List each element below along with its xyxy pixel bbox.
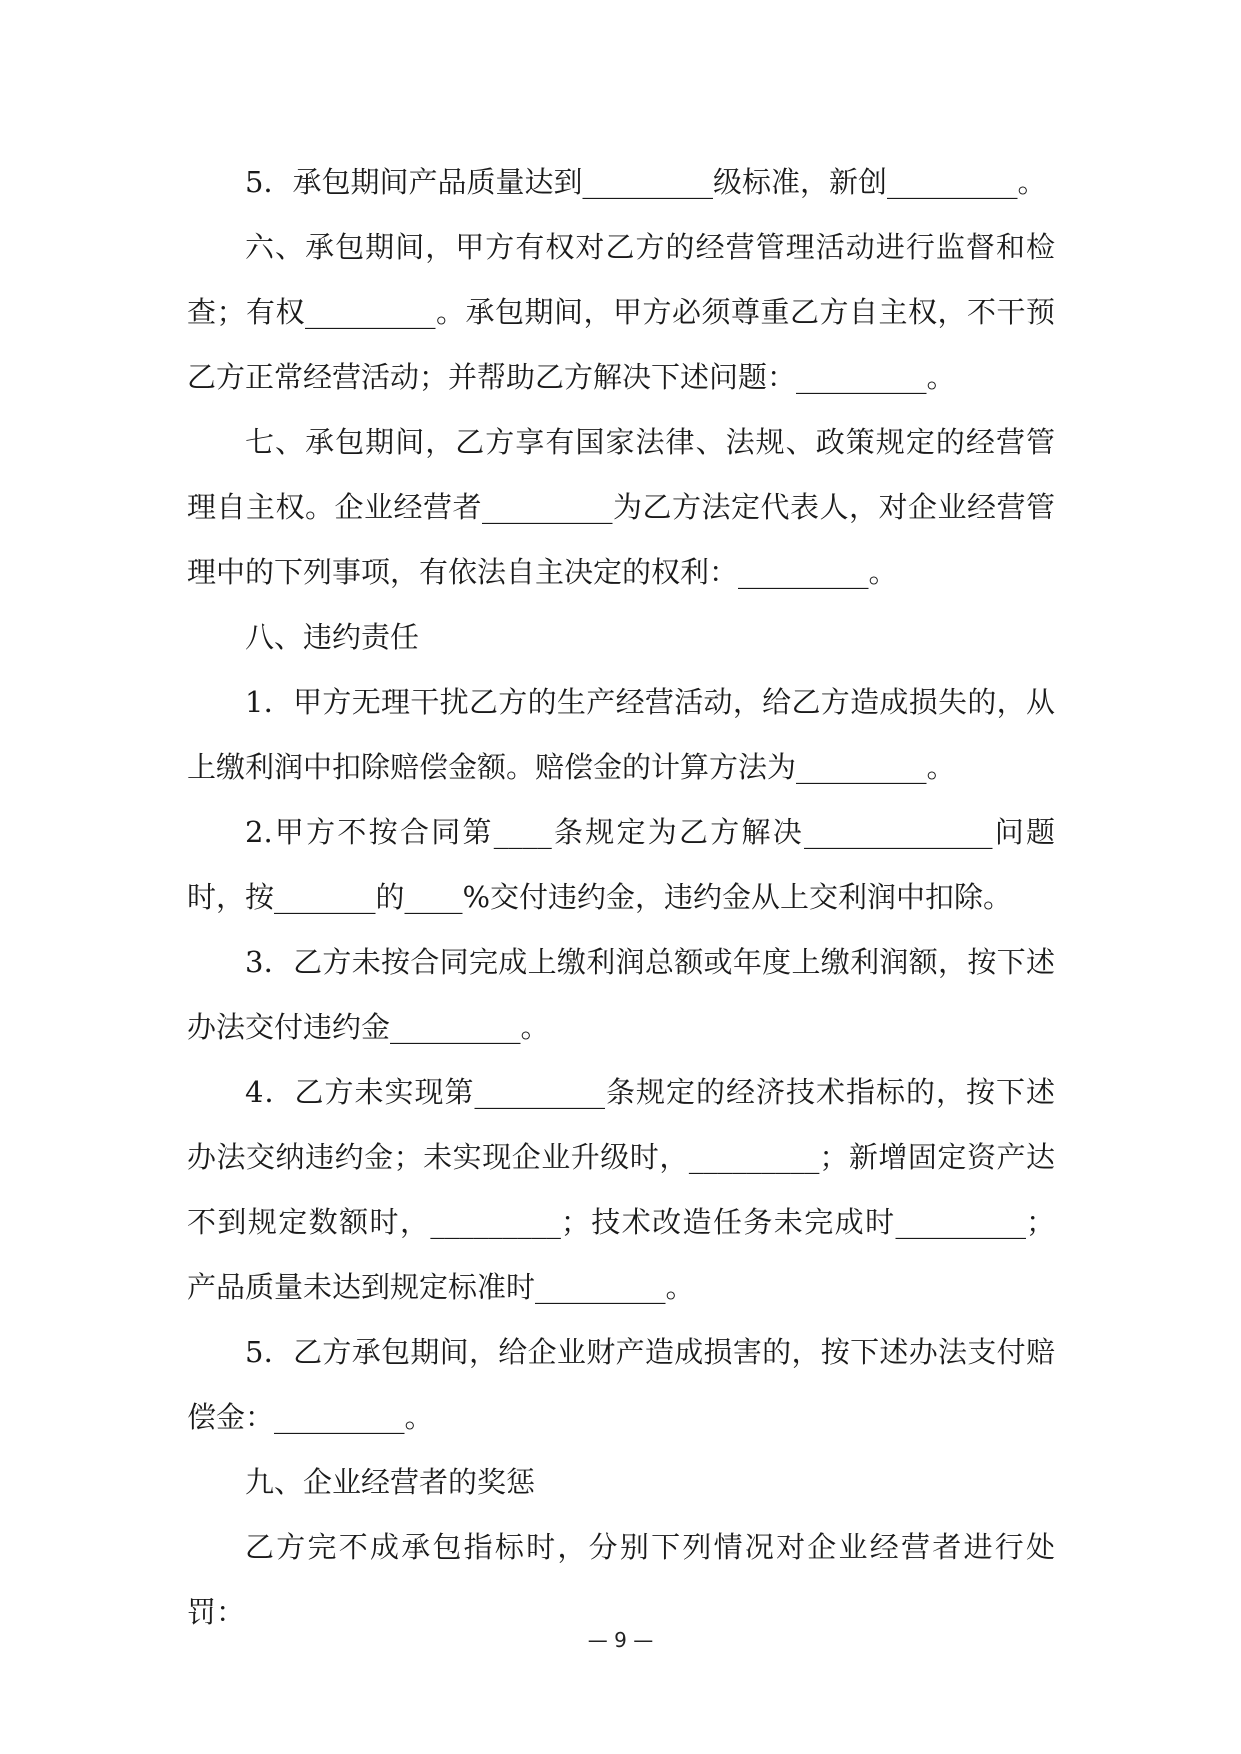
heading-article-eight: 八、违约责任: [245, 620, 420, 654]
heading-article-nine: 九、企业经营者的奖惩: [245, 1465, 536, 1499]
paragraph-breach-1: 1．甲方无理干扰乙方的生产经营活动，给乙方造成损失的，从上缴利润中扣除赔偿金额。赔偿金的计算方法为_________。: [187, 685, 1055, 784]
document-body: [187, 150, 1055, 1645]
paragraph-article-six: 六、承包期间，甲方有权对乙方的经营管理活动进行监督和检查；有权_________。承包期间，甲方必须尊重乙方自主权，不干预乙方正常经营活动；并帮助乙方解决下述问题：_________。: [187, 230, 1055, 394]
paragraph-article-seven: 七、承包期间，乙方享有国家法律、法规、政策规定的经营管理自主权。企业经营者_________为乙方法定代表人，对企业经营管理中的下列事项，有依法自主决定的权利：_________。: [187, 425, 1055, 589]
paragraph-quality-standard: 5．承包期间产品质量达到_________级标准，新创_________。: [245, 165, 1047, 199]
paragraph-breach-2: 2.甲方不按合同第____条规定为乙方解决_____________问题时，按_______的____%交付违约金，违约金从上交利润中扣除。: [187, 815, 1055, 914]
paragraph-penalty-intro: 乙方完不成承包指标时，分别下列情况对企业经营者进行处罚：: [187, 1530, 1055, 1629]
page-number: — 9 —: [587, 1628, 654, 1652]
paragraph-breach-5: 5．乙方承包期间，给企业财产造成损害的，按下述办法支付赔偿金：_________。: [187, 1335, 1055, 1434]
paragraph-breach-4: 4．乙方未实现第_________条规定的经济技术指标的，按下述办法交纳违约金；未实现企业升级时，_________；新增固定资产达不到规定数额时，_________；技术改造任务未完成时_________；产品质量未达到规定标准时_________。: [187, 1075, 1055, 1304]
paragraph-breach-3: 3．乙方未按合同完成上缴利润总额或年度上缴利润额，按下述办法交付违约金_________。: [187, 945, 1055, 1044]
